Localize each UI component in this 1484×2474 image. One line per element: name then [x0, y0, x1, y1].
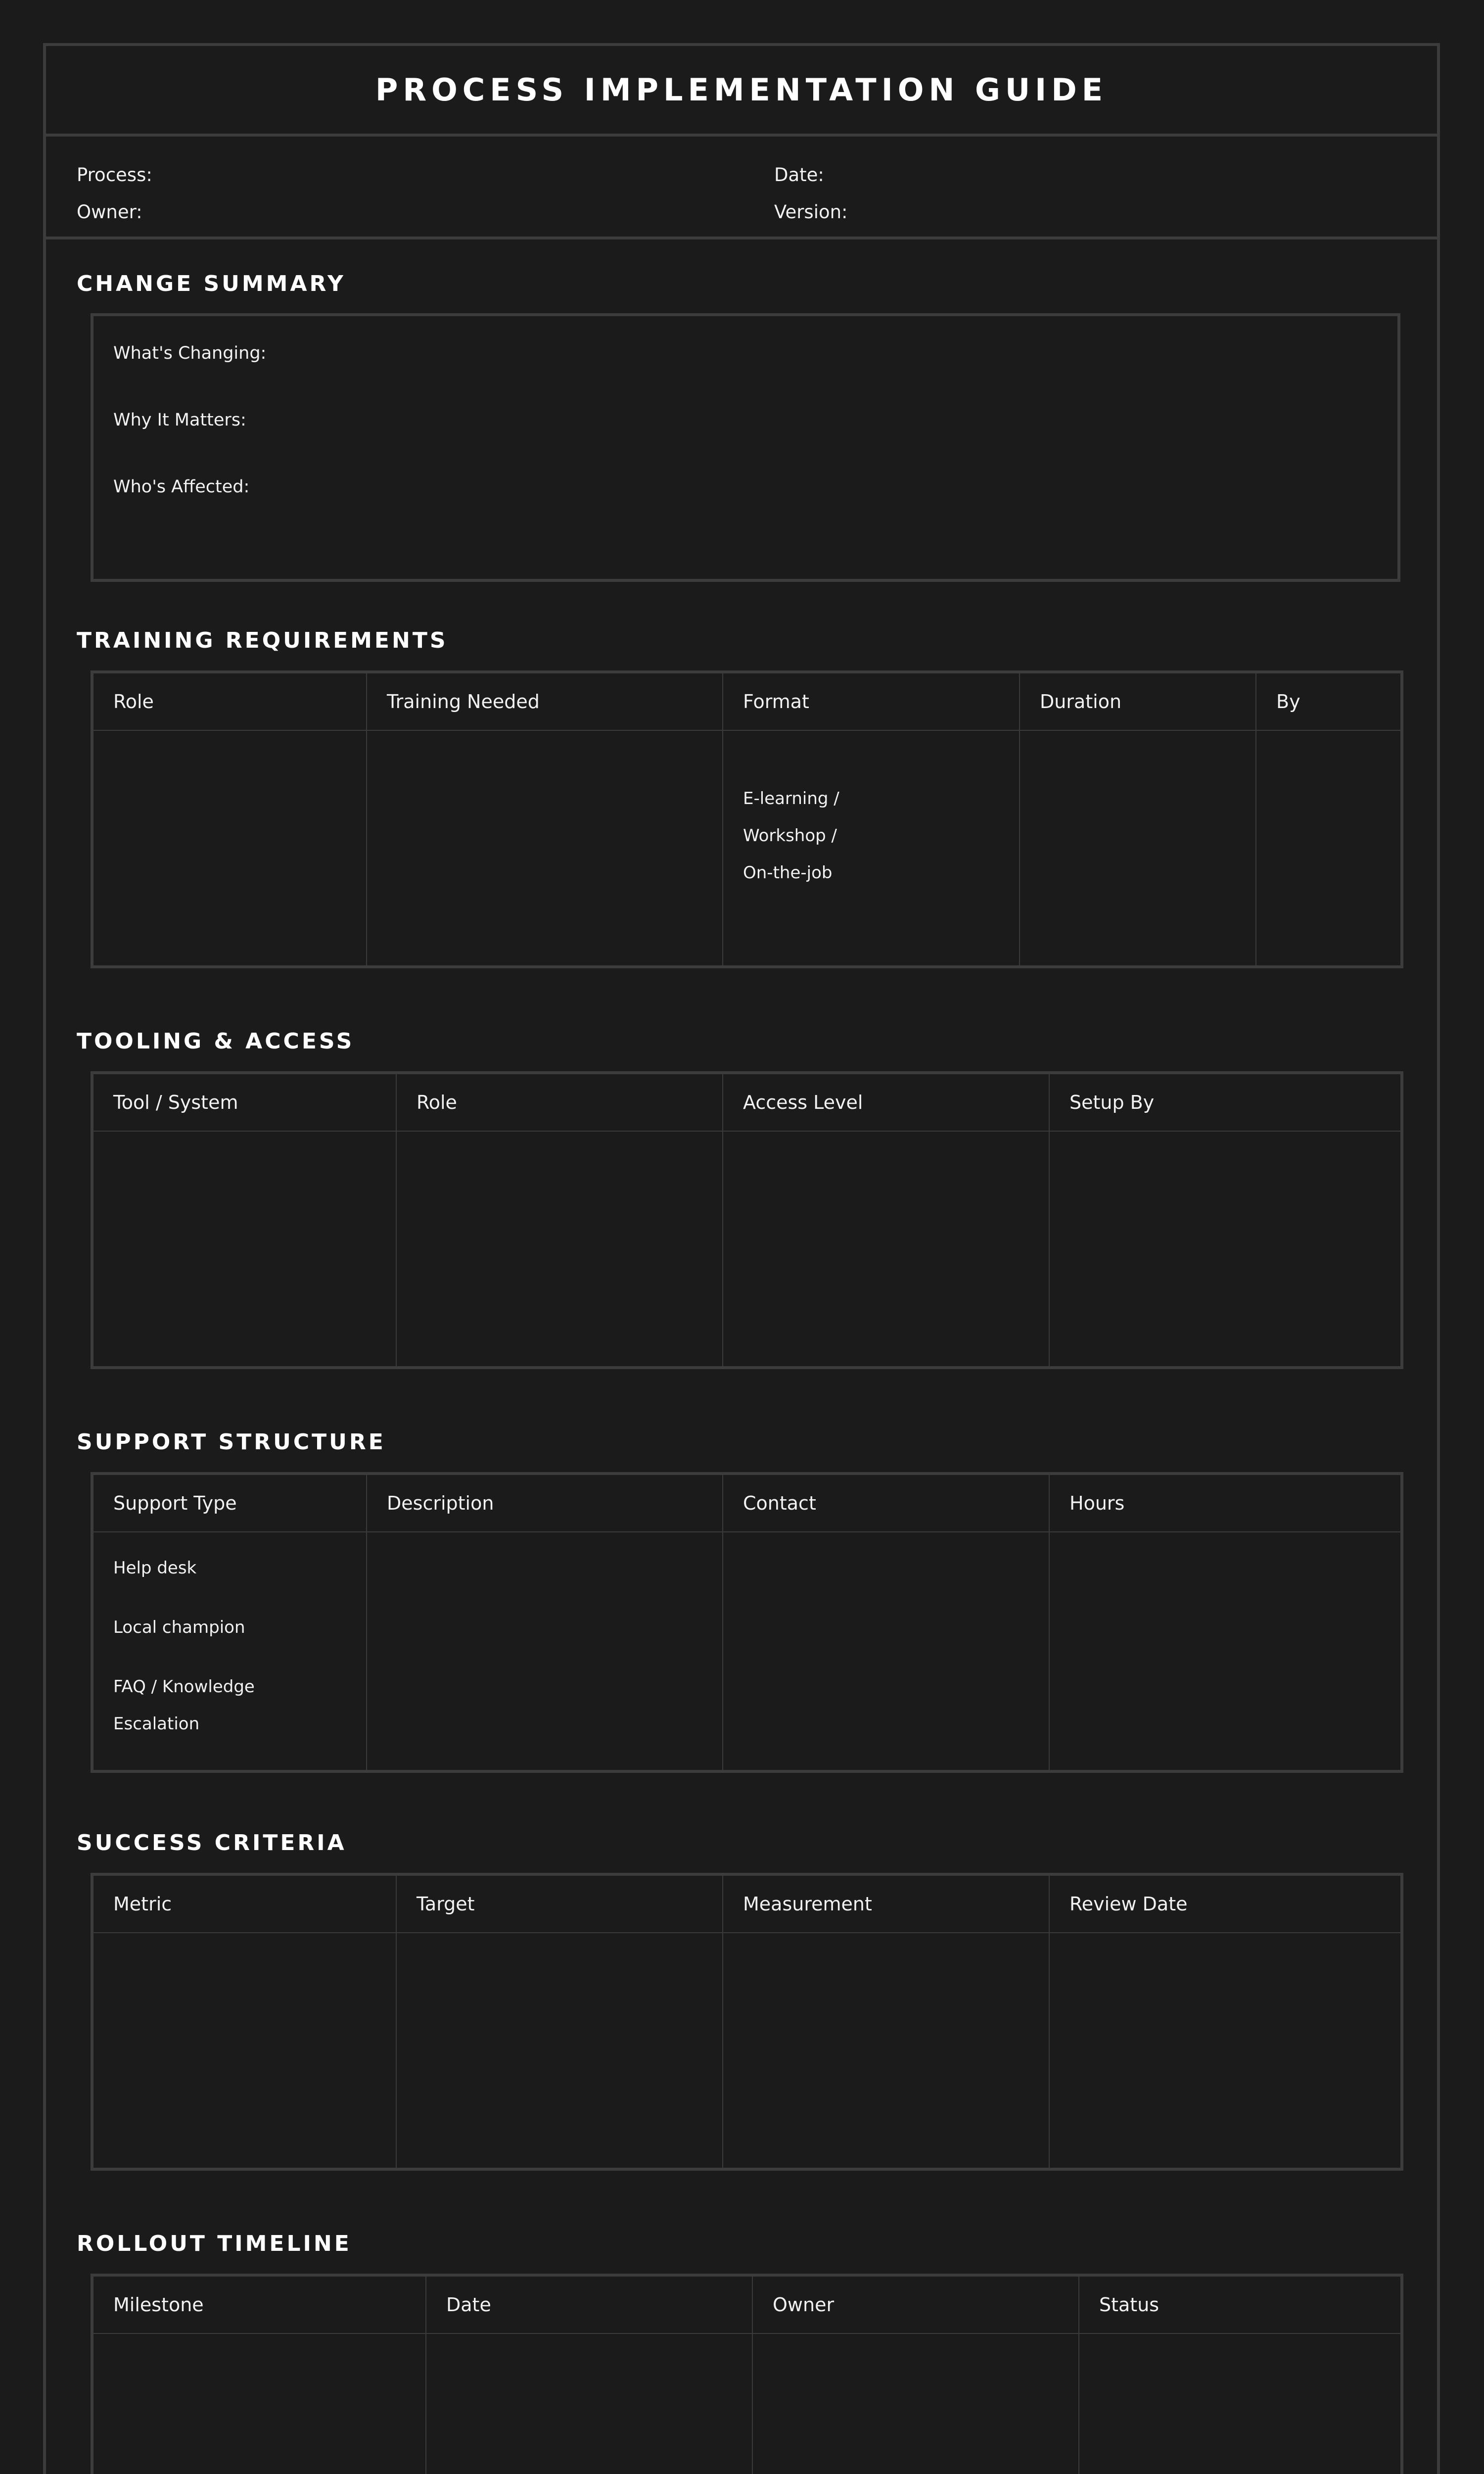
column-header: Role	[92, 672, 367, 730]
format-option: Workshop /	[743, 826, 837, 846]
support-title: SUPPORT STRUCTURE	[77, 1429, 386, 1455]
timeline-table	[91, 2274, 1403, 2474]
format-option: On-the-job	[743, 863, 833, 883]
support-type-item: Local champion	[113, 1618, 245, 1637]
table-cell[interactable]	[92, 2333, 426, 2474]
table-row	[92, 2333, 1402, 2474]
column-header: Owner	[752, 2275, 1079, 2333]
table-cell[interactable]	[92, 1933, 396, 2169]
whats-changing-field[interactable]: What's Changing:	[113, 343, 267, 363]
whos-affected-field[interactable]: Who's Affected:	[113, 477, 250, 497]
table-header-row	[92, 672, 1402, 730]
column-header: Metric	[92, 1874, 396, 1933]
column-header: Training Needed	[367, 672, 723, 730]
column-header: Description	[367, 1474, 723, 1532]
support-type-item: Escalation	[113, 1714, 200, 1734]
table-row	[92, 1532, 1402, 1771]
table-header-row	[92, 2275, 1402, 2333]
table-cell[interactable]	[1049, 1532, 1402, 1771]
table-cell[interactable]	[92, 730, 367, 967]
column-header: Contact	[723, 1474, 1049, 1532]
column-header: Tool / System	[92, 1073, 396, 1131]
column-header: Target	[396, 1874, 723, 1933]
table-cell[interactable]	[723, 1131, 1049, 1368]
meta-fields	[46, 137, 1437, 239]
column-header: Setup By	[1049, 1073, 1402, 1131]
table-cell[interactable]	[1079, 2333, 1402, 2474]
training-table	[91, 670, 1403, 968]
timeline-title: ROLLOUT TIMELINE	[77, 2231, 352, 2256]
table-cell[interactable]	[396, 1933, 723, 2169]
column-header: Measurement	[723, 1874, 1049, 1933]
table-header-row	[92, 1073, 1402, 1131]
column-header: Format	[723, 672, 1020, 730]
table-cell[interactable]	[396, 1131, 723, 1368]
table-cell[interactable]	[723, 730, 1020, 967]
table-cell[interactable]	[1020, 730, 1256, 967]
column-header: Hours	[1049, 1474, 1402, 1532]
table-cell[interactable]	[426, 2333, 752, 2474]
change-summary-box	[91, 313, 1400, 582]
support-table	[91, 1472, 1403, 1773]
training-title: TRAINING REQUIREMENTS	[77, 628, 448, 653]
column-header: Milestone	[92, 2275, 426, 2333]
column-header: Date	[426, 2275, 752, 2333]
title-bar	[46, 46, 1437, 137]
column-header: Support Type	[92, 1474, 367, 1532]
column-header: Access Level	[723, 1073, 1049, 1131]
column-header: Review Date	[1049, 1874, 1402, 1933]
table-row	[92, 1933, 1402, 2169]
success-table	[91, 1873, 1403, 2171]
column-header: By	[1256, 672, 1402, 730]
tooling-table	[91, 1071, 1403, 1369]
table-cell[interactable]	[1049, 1131, 1402, 1368]
column-header: Duration	[1020, 672, 1256, 730]
success-title: SUCCESS CRITERIA	[77, 1830, 347, 1856]
table-cell[interactable]	[367, 1532, 723, 1771]
table-cell[interactable]	[752, 2333, 1079, 2474]
why-it-matters-field[interactable]: Why It Matters:	[113, 410, 246, 430]
table-row	[92, 730, 1402, 967]
page-title: PROCESS IMPLEMENTATION GUIDE	[375, 72, 1108, 108]
table-header-row	[92, 1474, 1402, 1532]
column-header: Status	[1079, 2275, 1402, 2333]
table-cell[interactable]	[367, 730, 723, 967]
table-cell[interactable]	[1256, 730, 1402, 967]
process-field[interactable]: Process:	[77, 164, 152, 186]
table-cell[interactable]	[723, 1532, 1049, 1771]
table-header-row	[92, 1874, 1402, 1933]
date-field[interactable]: Date:	[774, 164, 824, 186]
support-type-item: FAQ / Knowledge	[113, 1677, 255, 1697]
table-row	[92, 1131, 1402, 1368]
table-cell[interactable]	[92, 1131, 396, 1368]
format-option: E-learning /	[743, 789, 839, 809]
table-cell[interactable]	[92, 1532, 367, 1771]
support-type-item: Help desk	[113, 1558, 197, 1578]
table-cell[interactable]	[1049, 1933, 1402, 2169]
owner-field[interactable]: Owner:	[77, 201, 142, 223]
tooling-title: TOOLING & ACCESS	[77, 1029, 355, 1054]
guide-frame	[43, 43, 1440, 2474]
table-cell[interactable]	[723, 1933, 1049, 2169]
change-summary-title: CHANGE SUMMARY	[77, 271, 346, 296]
version-field[interactable]: Version:	[774, 201, 848, 223]
column-header: Role	[396, 1073, 723, 1131]
